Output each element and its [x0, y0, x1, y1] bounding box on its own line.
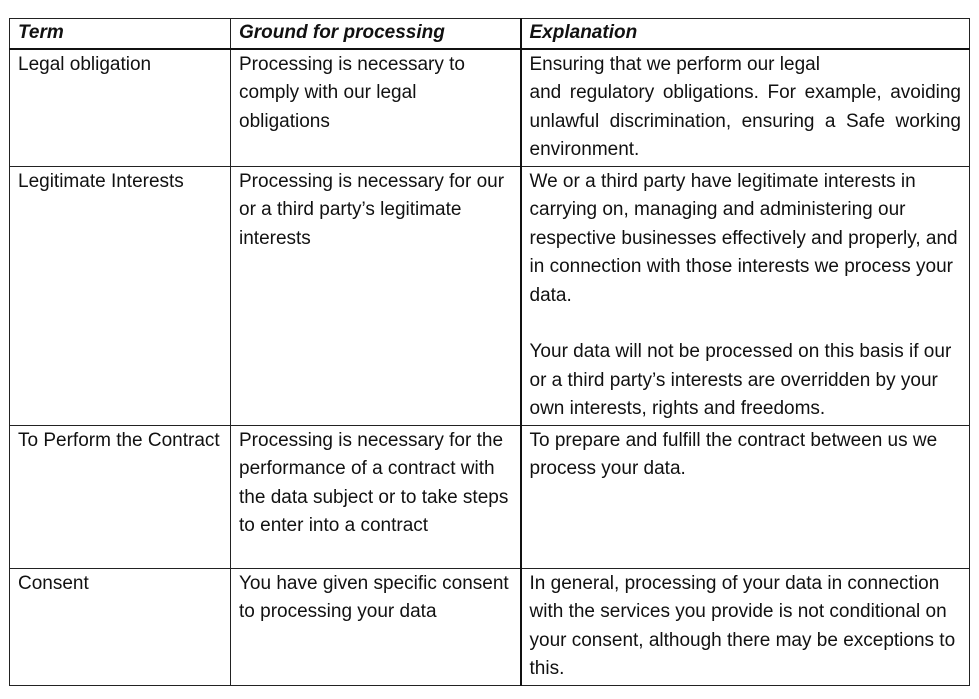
term-cell: Consent	[10, 568, 231, 685]
explanation-cell: In general, processing of your data in connection with the services you provide is not conditional on your consent, although there may be exceptions to this.	[521, 568, 970, 685]
explanation-cell	[521, 166, 970, 425]
term-cell: To Perform the Contract	[10, 425, 231, 568]
explanation-text: and regulatory obligations. For example, avoiding unlawful discrimination, ensuring a Safe working environment.	[529, 82, 961, 160]
explanation-cell	[521, 49, 970, 167]
explanation-text: We or a third party have legitimate interests in carrying on, managing and administering our respective businesses effectively and properly, and in connection with those interests we process your data.	[529, 170, 958, 306]
ground-cell: Processing is necessary to comply with our legal obligations	[231, 49, 521, 167]
explanation-cell: To prepare and fulfill the contract between us we process your data.	[521, 425, 970, 568]
table-row	[10, 49, 970, 167]
term-cell: Legitimate Interests	[10, 166, 231, 425]
header-term: Term	[10, 19, 231, 49]
table-row	[10, 425, 970, 568]
header-ground: Ground for processing	[231, 19, 521, 49]
table-row	[10, 568, 970, 685]
term-cell: Legal obligation	[10, 49, 231, 167]
processing-grounds-table	[9, 18, 970, 686]
table-row	[10, 166, 970, 425]
ground-cell: Processing is necessary for our or a third party’s legitimate interests	[231, 166, 521, 425]
explanation-first-line: Ensuring that we perform our legal	[529, 53, 820, 75]
ground-cell: Processing is necessary for the performance of a contract with the data subject or to take steps to enter into a contract	[231, 425, 521, 568]
ground-cell: You have given specific consent to processing your data	[231, 568, 521, 685]
header-explanation: Explanation	[521, 19, 970, 49]
table-header-row	[10, 19, 970, 49]
explanation-text-second: Your data will not be processed on this basis if our or a third party’s interests are overridden by your own interests, rights and freedoms.	[529, 341, 952, 419]
